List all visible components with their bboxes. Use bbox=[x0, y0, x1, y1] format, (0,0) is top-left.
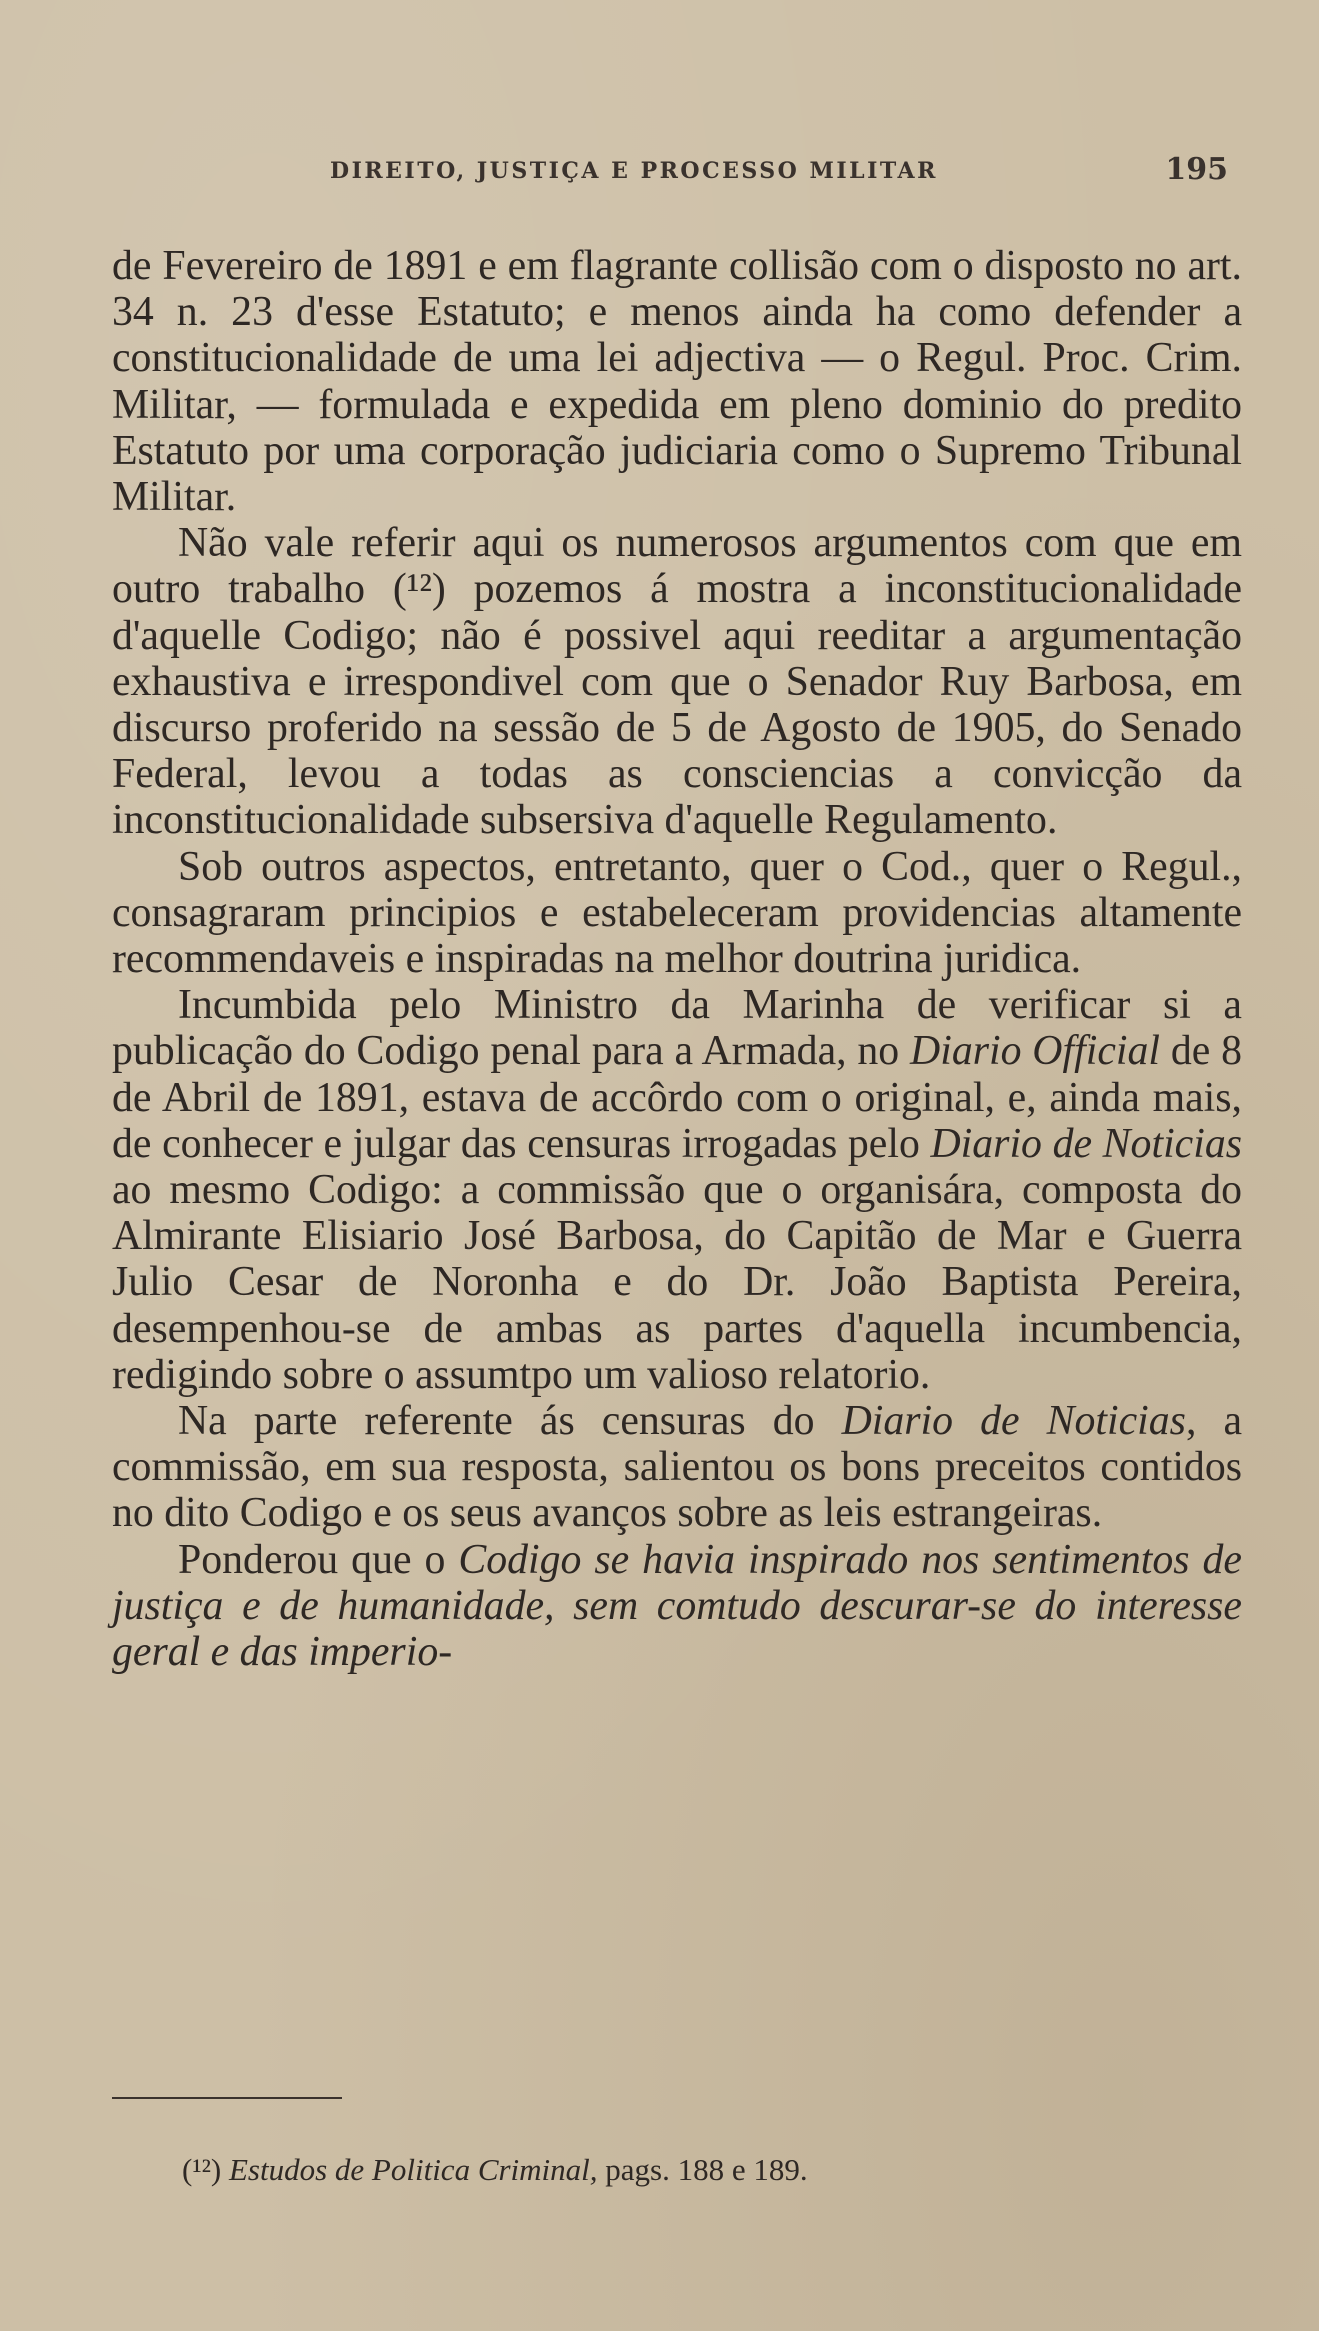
running-title: DIREITO, JUSTIÇA E PROCESSO MILITAR bbox=[330, 158, 938, 184]
page-number: 195 bbox=[1165, 152, 1228, 187]
paragraph-6 bbox=[112, 1537, 1242, 1676]
paragraph-2: Não vale referir aqui os numerosos argumentos com que em outro trabalho (¹²) pozemos á mostra a inconstitucionalidade d'aquelle Codigo; não é possivel aqui reeditar a argumentação exhaustiva e irrespondivel com que o Senador Ruy Barbosa, em discurso proferido na sessão de 5 de Agosto de 1905, do Senado Federal, levou a todas as consciencias a convicção da inconstitucionalidade subsersiva d'aquelle Regulamento. bbox=[112, 520, 1242, 844]
paragraph-5 bbox=[112, 1398, 1242, 1537]
paragraph-6-italic-quote: Codigo se havia inspirado nos sentimentos de justiça e de humanidade, sem comtudo descurar-se do interesse geral e das imperio- bbox=[112, 1536, 1242, 1676]
page-header bbox=[330, 150, 1230, 190]
paragraph-4-text-a: Incumbida pelo Ministro da Marinha de verificar si a publicação do Codigo penal para a Armada, no bbox=[112, 982, 1242, 1075]
footnote bbox=[182, 2152, 1182, 2188]
paragraph-4-text-e: ao mesmo Codigo: a commissão que o organisára, composta do Almirante Elisiario José Barbosa, do Capitão de Mar e Guerra Julio Cesar de Noronha e do Dr. João Baptista Pereira, desempenhou-se de ambas as partes d'aquella incumbencia, redigindo sobre o assumtpo um valioso relatorio. bbox=[112, 1167, 1242, 1398]
paragraph-4-italic-noticias: Diario de Noticias bbox=[930, 1120, 1243, 1167]
paragraph-4 bbox=[112, 982, 1242, 1398]
paragraph-5-text-a: Na parte referente ás censuras do bbox=[178, 1398, 842, 1445]
paragraph-6-text-a: Ponderou que o bbox=[178, 1536, 459, 1583]
footnote-title: Estudos de Politica Criminal, bbox=[228, 2152, 598, 2187]
footnote-divider bbox=[112, 2097, 342, 2099]
paragraph-1: de Fevereiro de 1891 e em flagrante collisão com o disposto no art. 34 n. 23 d'esse Estatuto; e menos ainda ha como defender a constitucionalidade de uma lei adjectiva — o Regul. Proc. Crim. Militar, — formulada e expedida em pleno dominio do predito Estatuto por uma corporação judiciaria como o Supremo Tribunal Militar. bbox=[112, 243, 1242, 521]
main-text bbox=[112, 243, 1242, 1675]
footnote-pages: pags. 188 e 189. bbox=[597, 2152, 808, 2187]
paragraph-5-text-c: , a commissão, em sua resposta, salientou os bons preceitos contidos no dito Codigo e os seus avanços sobre as leis estrangeiras. bbox=[112, 1398, 1242, 1537]
paragraph-4-italic-official: Diario Official bbox=[910, 1028, 1161, 1075]
paragraph-4-text-c: de 8 de Abril de 1891, estava de accôrdo com o original, e, ainda mais, de conhecer e julgar das censuras irrogadas pelo bbox=[112, 1028, 1243, 1167]
footnote-marker: (¹²) bbox=[182, 2152, 229, 2187]
paragraph-5-italic-noticias: Diario de Noticias bbox=[841, 1398, 1186, 1445]
paragraph-3: Sob outros aspectos, entretanto, quer o Cod., quer o Regul., consagraram principios e estabeleceram providencias altamente recommendaveis e inspiradas na melhor doutrina juridica. bbox=[112, 843, 1242, 983]
